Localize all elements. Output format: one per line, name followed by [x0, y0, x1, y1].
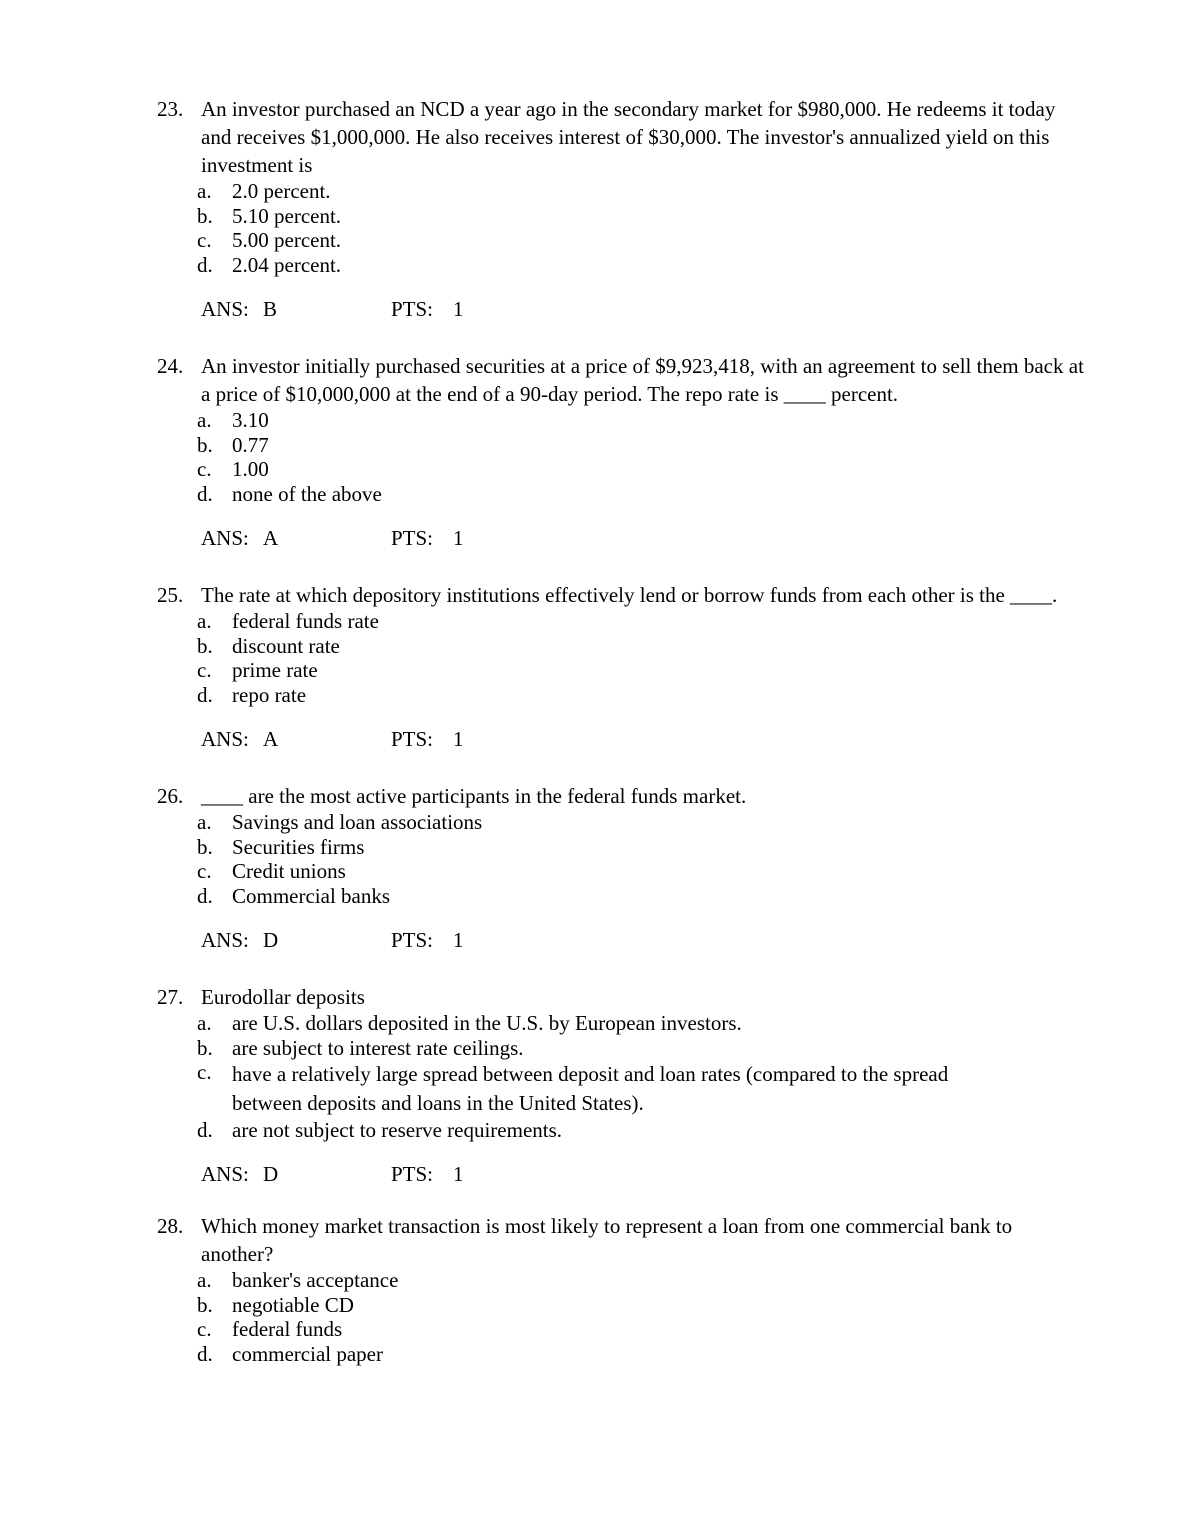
choice-b: [157, 433, 1087, 458]
choice-a: [157, 810, 1087, 835]
choice-letter: b.: [197, 1035, 213, 1060]
question-stem: [157, 983, 1087, 1011]
choice-text: prime rate: [232, 658, 318, 683]
pts-value: 1: [453, 1162, 464, 1187]
choice-text: banker's acceptance: [232, 1268, 399, 1292]
answer-line: [157, 297, 1087, 321]
choice-list: [157, 179, 1087, 278]
choice-a: [157, 609, 1087, 634]
choice-text: Savings and loan associations: [232, 810, 483, 834]
choice-text: are subject to interest rate ceilings.: [232, 1035, 524, 1060]
choice-text: discount rate: [232, 633, 340, 658]
choice-text: 5.00 percent.: [232, 228, 342, 253]
choice-letter: c.: [197, 457, 212, 482]
question-number: 23.: [157, 97, 184, 121]
choice-letter: c.: [197, 658, 212, 683]
choice-letter: a.: [197, 810, 212, 834]
choice-text: are U.S. dollars deposited in the U.S. by European investors.: [232, 1011, 742, 1035]
choice-letter: c.: [197, 228, 212, 253]
ans-value: D: [263, 1162, 279, 1187]
ans-value: B: [263, 296, 278, 321]
choice-a: [157, 408, 1087, 433]
choice-b: [157, 1293, 1087, 1318]
choice-a: [157, 1268, 1087, 1293]
choice-letter: c.: [197, 859, 212, 884]
choice-letter: b.: [197, 432, 213, 457]
choice-text: Credit unions: [232, 859, 346, 884]
choice-text: repo rate: [232, 683, 307, 708]
choice-letter: a.: [197, 1011, 212, 1035]
choice-text: commercial paper: [232, 1342, 383, 1367]
choice-c: [157, 1060, 1087, 1118]
choice-d: [157, 253, 1087, 278]
question-text: Eurodollar deposits: [201, 985, 365, 1009]
choice-c: [157, 1317, 1087, 1342]
choice-b: [157, 835, 1087, 860]
pts-value: 1: [453, 525, 464, 550]
choice-letter: b.: [197, 1292, 213, 1317]
answer-line: [157, 928, 1087, 952]
ans-value: A: [263, 726, 279, 751]
choice-c: [157, 658, 1087, 683]
question-28: [157, 1212, 1087, 1367]
ans-label: ANS:: [201, 525, 249, 550]
pts-label: PTS:: [391, 1162, 434, 1187]
choice-letter: a.: [197, 408, 212, 432]
choice-text: have a relatively large spread between deposit and loan rates (compared to the spread between deposits and loans in the United States).: [232, 1062, 949, 1116]
choice-letter: b.: [197, 834, 213, 859]
question-25: [157, 581, 1087, 751]
choice-letter: d.: [197, 482, 213, 507]
choice-b: [157, 1036, 1087, 1061]
question-text: An investor purchased an NCD a year ago in the secondary market for $980,000. He redeems it today and receives $1,000,000. He also receives interest of $30,000. The investor's annualized yield on this investment is: [201, 97, 1056, 177]
question-23: [157, 95, 1087, 321]
choice-text: 1.00: [232, 457, 269, 482]
choice-list: [157, 810, 1087, 909]
choice-d: [157, 884, 1087, 909]
question-number: 26.: [157, 784, 184, 808]
choice-list: [157, 1011, 1087, 1143]
choice-text: Securities firms: [232, 834, 365, 859]
choice-d: [157, 1342, 1087, 1367]
choice-list: [157, 609, 1087, 708]
ans-value: D: [263, 927, 279, 952]
choice-d: [157, 482, 1087, 507]
question-stem: [157, 782, 1087, 810]
choice-a: [157, 179, 1087, 204]
choice-letter: b.: [197, 633, 213, 658]
choice-letter: a.: [197, 179, 212, 203]
question-number: 27.: [157, 985, 184, 1009]
choice-c: [157, 859, 1087, 884]
question-26: [157, 782, 1087, 952]
ans-label: ANS:: [201, 1162, 249, 1187]
pts-label: PTS:: [391, 296, 434, 321]
choice-letter: d.: [197, 683, 213, 708]
pts-value: 1: [453, 927, 464, 952]
choice-list: [157, 1268, 1087, 1367]
question-stem: [157, 1212, 1087, 1268]
choice-text: negotiable CD: [232, 1292, 354, 1317]
question-27: [157, 983, 1087, 1186]
choice-letter: d.: [197, 1342, 213, 1367]
answer-line: [157, 727, 1087, 751]
choice-text: 3.10: [232, 408, 269, 432]
choice-letter: d.: [197, 1118, 213, 1143]
pts-label: PTS:: [391, 927, 434, 952]
choice-text: federal funds: [232, 1317, 343, 1342]
question-text: The rate at which depository institutions effectively lend or borrow funds from each other is the ____.: [201, 583, 1058, 607]
choice-text: 5.10 percent.: [232, 203, 342, 228]
pts-value: 1: [453, 726, 464, 751]
question-stem: [157, 352, 1087, 408]
question-text: ____ are the most active participants in the federal funds market.: [201, 784, 747, 808]
question-stem: [157, 581, 1087, 609]
choice-c: [157, 228, 1087, 253]
choice-list: [157, 408, 1087, 507]
question-24: [157, 352, 1087, 550]
answer-line: [157, 526, 1087, 550]
question-number: 24.: [157, 354, 184, 378]
choice-letter: c.: [197, 1317, 212, 1342]
question-text: An investor initially purchased securities at a price of $9,923,418, with an agreement to sell them back at a price of $10,000,000 at the end of a 90-day period. The repo rate is ____ percent.: [201, 354, 1084, 406]
choice-c: [157, 457, 1087, 482]
choice-text: 0.77: [232, 432, 269, 457]
choice-letter: a.: [197, 1268, 212, 1292]
pts-value: 1: [453, 296, 464, 321]
ans-value: A: [263, 525, 279, 550]
choice-d: [157, 683, 1087, 708]
choice-letter: d.: [197, 884, 213, 909]
question-number: 28.: [157, 1214, 184, 1238]
answer-line: [157, 1162, 1087, 1186]
choice-d: [157, 1118, 1087, 1143]
ans-label: ANS:: [201, 296, 249, 321]
choice-b: [157, 204, 1087, 229]
choice-text: 2.0 percent.: [232, 179, 331, 203]
pts-label: PTS:: [391, 726, 434, 751]
choice-text: 2.04 percent.: [232, 253, 342, 278]
choice-letter: b.: [197, 203, 213, 228]
choice-letter: a.: [197, 609, 212, 633]
pts-label: PTS:: [391, 525, 434, 550]
question-number: 25.: [157, 583, 184, 607]
choice-text: none of the above: [232, 482, 382, 507]
choice-text: federal funds rate: [232, 609, 379, 633]
choice-text: Commercial banks: [232, 884, 391, 909]
choice-a: [157, 1011, 1087, 1036]
question-text: Which money market transaction is most likely to represent a loan from one commercial bank to another?: [201, 1214, 1013, 1266]
choice-letter: c.: [197, 1060, 212, 1085]
choice-letter: d.: [197, 253, 213, 278]
ans-label: ANS:: [201, 726, 249, 751]
ans-label: ANS:: [201, 927, 249, 952]
question-stem: [157, 95, 1087, 179]
choice-text: are not subject to reserve requirements.: [232, 1118, 563, 1143]
choice-b: [157, 634, 1087, 659]
